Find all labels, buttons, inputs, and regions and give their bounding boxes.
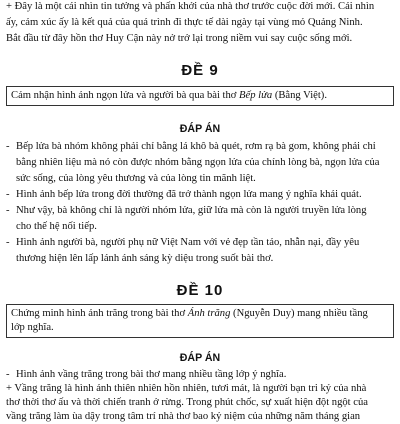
prompt-text: Cảm nhận hình ảnh ngọn lửa và người bà qua bài thơ <box>11 90 240 101</box>
section-title-de-9: ĐỀ 9 <box>181 62 219 79</box>
bullet-dash: - <box>6 189 10 200</box>
bullet-dash: - <box>6 369 10 380</box>
answer-heading-de-9: ĐÁP ÁN <box>179 123 221 135</box>
prompt-author: (Nguyễn Duy) mang nhiều tầng <box>230 308 368 319</box>
prompt-text: Chứng minh hình ảnh trăng trong bài thơ <box>11 308 188 319</box>
intro-line-3: Bắt đầu từ đây hồn thơ Huy Cận này nở trở lại trong niềm vui say cuộc sống mới. <box>6 33 353 44</box>
answer-heading-de-10: ĐÁP ÁN <box>179 352 221 364</box>
sub-item-line-2: thơ thời thơ ấu và thời chiến tranh ở rừng. Trong phút chốc, sự xuất hiện đột ngột của <box>6 397 368 408</box>
intro-line-2: ấy, cảm xúc ấy là kết quả của quá trình đi thực tế dài ngày tại vùng mỏ Quảng Ninh. <box>6 17 363 28</box>
section-title-de-10: ĐỀ 10 <box>176 282 224 299</box>
bullet-dash: - <box>6 205 10 216</box>
prompt-poem-title: Ánh trăng <box>187 308 231 319</box>
bullet-dash: - <box>6 141 10 152</box>
prompt-poem-title: Bếp lửa <box>239 90 273 101</box>
intro-line-1: + Đây là một cái nhìn tin tưởng và phấn khởi của nhà thơ trước cuộc đời mới. Cái nhìn <box>6 1 375 12</box>
bullet-dash: - <box>6 237 10 248</box>
prompt-line-2: lớp nghĩa. <box>11 322 54 333</box>
sub-item-line-3: vầng trăng làm ùa dậy trong tâm trí nhà thơ bao kỷ niệm của những năm tháng gian <box>6 411 361 422</box>
document-page: + Đây là một cái nhìn tin tưởng và phấn khởi của nhà thơ trước cuộc đời mới. Cái nhìn ấy, cảm xúc ấy là kết quả của quá trình đi thực tế dài ngày tại vùng mỏ Quảng Ninh. Bắt đầu từ đây hồn thơ Huy Cận này nở trở lại trong niềm vui say cuộc sống mới. ĐỀ 9 Cảm nhận hình ảnh ngọn lửa và người bà qua bài thơ Bếp lửa (Bằng Việt). ĐÁP ÁN - Bếp lửa bà nhóm không phải chỉ bằng lá khô bà quét, rơm rạ bà gom, không phải chỉ bằng nhiên liệu mà nó còn được nhóm bằng ngọn lửa của chính lòng bà, ngọn lửa của sức sống, của lòng yêu thương và của lòng tin mãnh liệt. - Hình ảnh bếp lửa trong đời thường đã trở thành ngọn lửa mang ý nghĩa khái quát. - Như vậy, bà không chỉ là người nhóm lửa, giữ lửa mà còn là người truyền lửa lòng cho thế hệ nối tiếp. - Hình ảnh người bà, người phụ nữ Việt Nam với vẻ đẹp tần tảo, nhẫn nại, đầy yêu thương hiện lên lấp lánh ánh sáng kỳ diệu trong suốt bài thơ. ĐỀ 10 Chứng minh hình ảnh trăng trong bài thơ Ánh trăng (Nguyễn Duy) mang nhiều tầng lớp nghĩa. ĐÁP ÁN - Hình ảnh vầng trăng trong bài thơ mang nhiều tầng lớp ý nghĩa. + Vầng trăng là hình ảnh thiên nhiên hồn nhiên, tươi mát, là người bạn tri kỷ của nhà thơ thời thơ ấu và thời chiến tranh ở rừng. Trong phút chốc, sự xuất hiện đột ngột của vầng trăng làm ùa dậy trong tâm trí nhà thơ bao kỷ niệm của những năm tháng gian <box>0 0 400 400</box>
sub-item-line-1: + Vầng trăng là hình ảnh thiên nhiên hồn nhiên, tươi mát, là người bạn tri kỷ của nhà <box>6 383 367 394</box>
question-box-de-9 <box>6 86 394 106</box>
question-box-de-10 <box>6 304 394 338</box>
prompt-author: (Bằng Việt). <box>272 90 327 101</box>
